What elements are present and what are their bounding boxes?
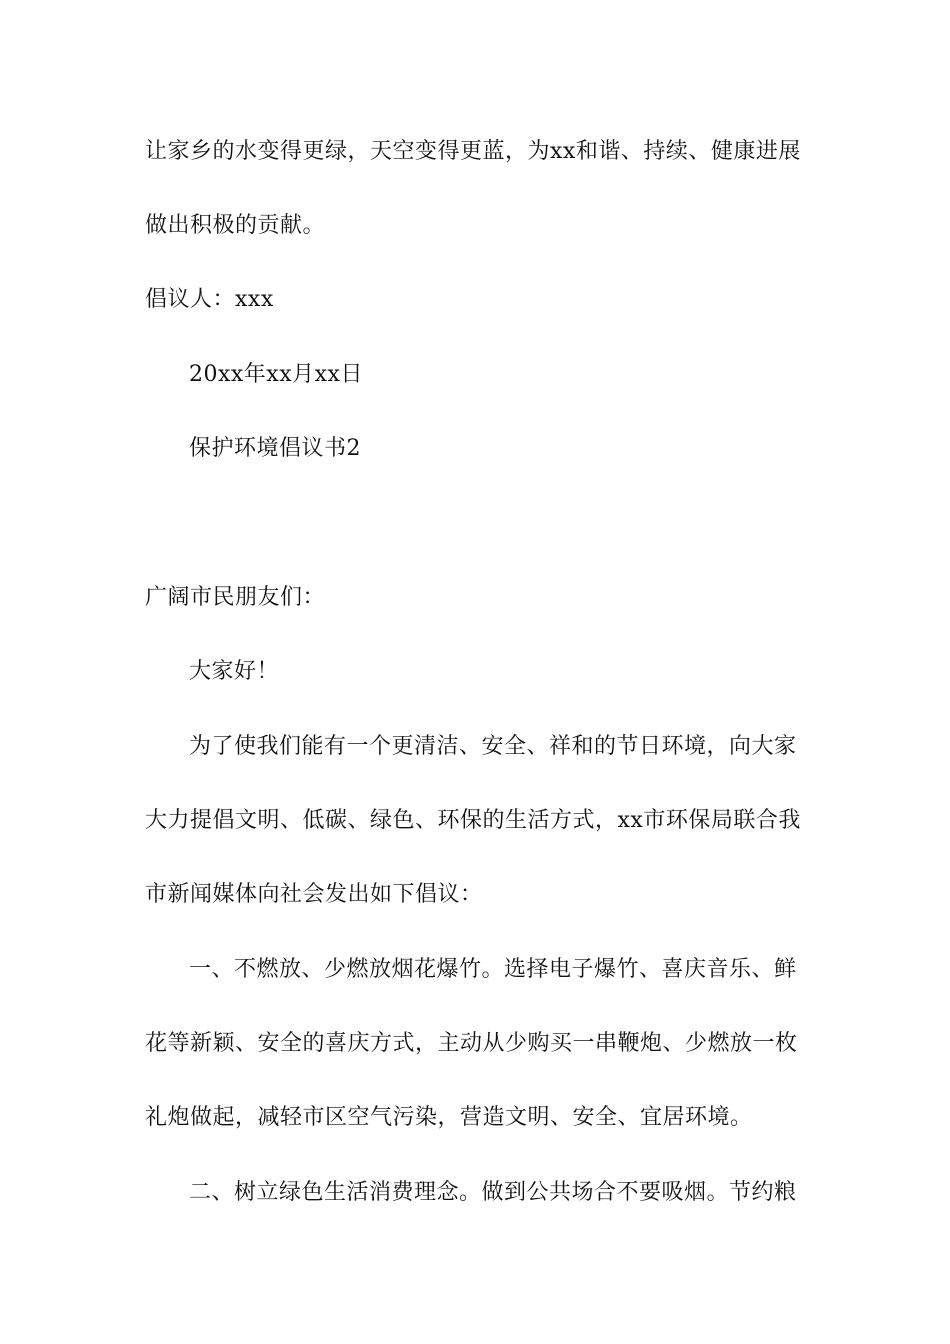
greeting-line: 大家好！ xyxy=(189,659,280,684)
paragraph-line: 花等新颖、安全的喜庆方式，主动从少购买一串鞭炮、少燃放一枚 xyxy=(145,1031,798,1056)
paragraph-line: 做出积极的贡献。 xyxy=(145,213,326,238)
paragraph-line: 大力提倡文明、低碳、绿色、环保的生活方式，xx市环保局联合我 xyxy=(145,808,801,833)
section-title: 保护环境倡议书2 xyxy=(189,436,361,461)
paragraph-line: 为了使我们能有一个更清洁、安全、祥和的节日环境，向大家 xyxy=(189,734,797,759)
salutation-line: 广阔市民朋友们： xyxy=(145,585,326,610)
initiator-line: 倡议人：xxx xyxy=(145,287,274,312)
date-line: 20xx年xx月xx日 xyxy=(189,362,363,387)
paragraph-line: 一、不燃放、少燃放烟花爆竹。选择电子爆竹、喜庆音乐、鲜 xyxy=(189,957,797,982)
paragraph-line: 市新闻媒体向社会发出如下倡议： xyxy=(145,882,483,907)
paragraph-line: 二、树立绿色生活消费理念。做到公共场合不要吸烟。节约粮 xyxy=(189,1180,797,1205)
paragraph-line: 让家乡的水变得更绿，天空变得更蓝，为xx和谐、持续、健康进展 xyxy=(145,139,801,164)
paragraph-line: 礼炮做起，减轻市区空气污染，营造文明、安全、宜居环境。 xyxy=(145,1105,753,1130)
